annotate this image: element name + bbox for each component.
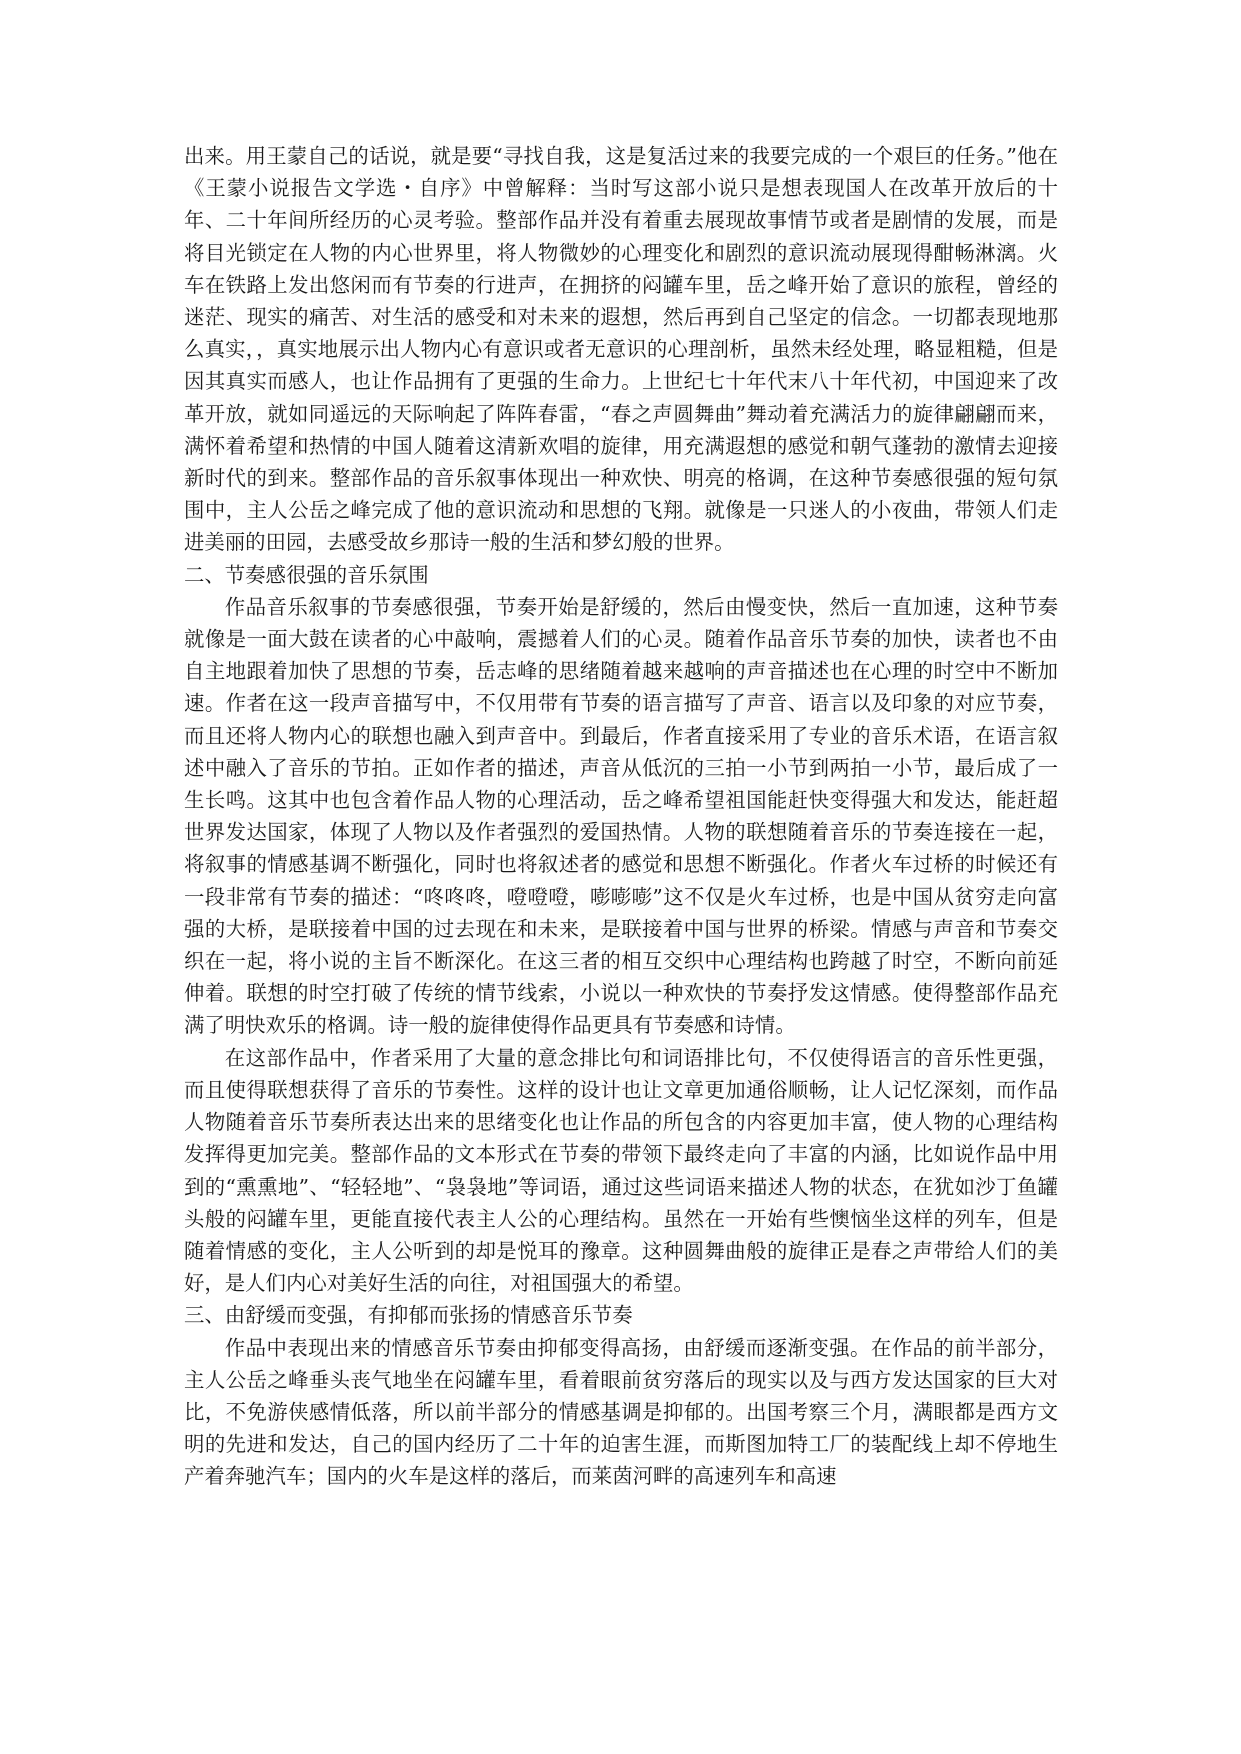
body-paragraph: 在这部作品中，作者采用了大量的意念排比句和词语排比句，不仅使得语言的音乐性更强，而且使得联想获得了音乐的节奏性。这样的设计也让文章更加通俗顺畅，让人记忆深刻，而作品人物随着音乐节奏所表达出来的思绪变化也让作品的所包含的内容更加丰富，使人物的心理结构发挥得更加完美。整部作品的文本形式在节奏的带领下最终走向了丰富的内涵，比如说作品中用到的“熏熏地”、“轻轻地”、“袅袅地”等词语，通过这些词语来描述人物的状态，在犹如沙丁鱼罐头般的闷罐车里，更能直接代表主人公的心理结构。虽然在一开始有些懊恼坐这样的列车，但是随着情感的变化，主人公听到的却是悦耳的豫章。这种圆舞曲般的旋律正是春之声带给人们的美好，是人们内心对美好生活的向往，对祖国强大的希望。 [184,1045,1058,1296]
body-paragraph-continuation: 出来。用王蒙自己的话说，就是要“寻找自我，这是复活过来的我要完成的一个艰巨的任务。”他在《王蒙小说报告文学选・自序》中曾解释：当时写这部小说只是想表现国人在改革开放后的十年、二十年间所经历的心灵考验。整部作品并没有着重去展现故事情节或者是剧情的发展，而是将目光锁定在人物的内心世界里，将人物微妙的心理变化和剧烈的意识流动展现得酣畅淋漓。火车在铁路上发出悠闲而有节奏的行进声，在拥挤的闷罐车里，岳之峰开始了意识的旅程，曾经的迷茫、现实的痛苦、对生活的感受和对未来的遐想，然后再到自己坚定的信念。一切都表现地那么真实，，真实地展示出人物内心有意识或者无意识的心理剖析，虽然未经处理，略显粗糙，但是因其真实而感人，也让作品拥有了更强的生命力。上世纪七十年代末八十年代初，中国迎来了改革开放，就如同遥远的天际响起了阵阵春雷，“春之声圆舞曲”舞动着充满活力的旋律翩翩而来，满怀着希望和热情的中国人随着这清新欢唱的旋律，用充满遐想的感觉和朝气蓬勃的激情去迎接新时代的到来。整部作品的音乐叙事体现出一种欢快、明亮的格调，在这种节奏感很强的短句氛围中，主人公岳之峰完成了他的意识流动和思想的飞翔。就像是一只迷人的小夜曲，带领人们走进美丽的田园，去感受故乡那诗一般的生活和梦幻般的世界。 [184,144,1058,555]
section-heading-3: 三、由舒缓而变强，有抑郁而张扬的情感音乐节奏 [184,1303,633,1328]
section-heading-2: 二、节奏感很强的音乐氛围 [184,562,429,587]
body-paragraph: 作品音乐叙事的节奏感很强，节奏开始是舒缓的，然后由慢变快，然后一直加速，这种节奏就像是一面大鼓在读者的心中敲响，震撼着人们的心灵。随着作品音乐节奏的加快，读者也不由自主地跟着加快了思想的节奏，岳志峰的思绪随着越来越响的声音描述也在心理的时空中不断加速。作者在这一段声音描写中，不仅用带有节奏的语言描写了声音、语言以及印象的对应节奏，而且还将人物内心的联想也融入到声音中。到最后，作者直接采用了专业的音乐术语，在语言叙述中融入了音乐的节拍。正如作者的描述，声音从低沉的三拍一小节到两拍一小节，最后成了一生长鸣。这其中也包含着作品人物的心理活动，岳之峰希望祖国能赶快变得强大和发达，能赶超世界发达国家，体现了人物以及作者强烈的爱国热情。人物的联想随着音乐的节奏连接在一起，将叙事的情感基调不断强化，同时也将叙述者的感觉和思想不断强化。作者火车过桥的时候还有一段非常有节奏的描述：“咚咚咚，噔噔噔，嘭嘭嘭”这不仅是火车过桥，也是中国从贫穷走向富强的大桥，是联接着中国的过去现在和未来，是联接着中国与世界的桥梁。情感与声音和节奏交织在一起，将小说的主旨不断深化。在这三者的相互交织中心理结构也跨越了时空，不断向前延伸着。联想的时空打破了传统的情节线索，小说以一种欢快的节奏抒发这情感。使得整部作品充满了明快欢乐的格调。诗一般的旋律使得作品更具有节奏感和诗情。 [184,594,1058,1038]
document-page [184,140,1058,1493]
body-paragraph: 作品中表现出来的情感音乐节奏由抑郁变得高扬，由舒缓而逐渐变强。在作品的前半部分，主人公岳之峰垂头丧气地坐在闷罐车里，看着眼前贫穷落后的现实以及与西方发达国家的巨大对比，不免游侠感情低落，所以前半部分的情感基调是抑郁的。出国考察三个月，满眼都是西方文明的先进和发达，自己的国内经历了二十年的迫害生涯，而斯图加特工厂的装配线上却不停地生产着奔驰汽车；国内的火车是这样的落后，而莱茵河畔的高速列车和高速 [184,1335,1058,1489]
